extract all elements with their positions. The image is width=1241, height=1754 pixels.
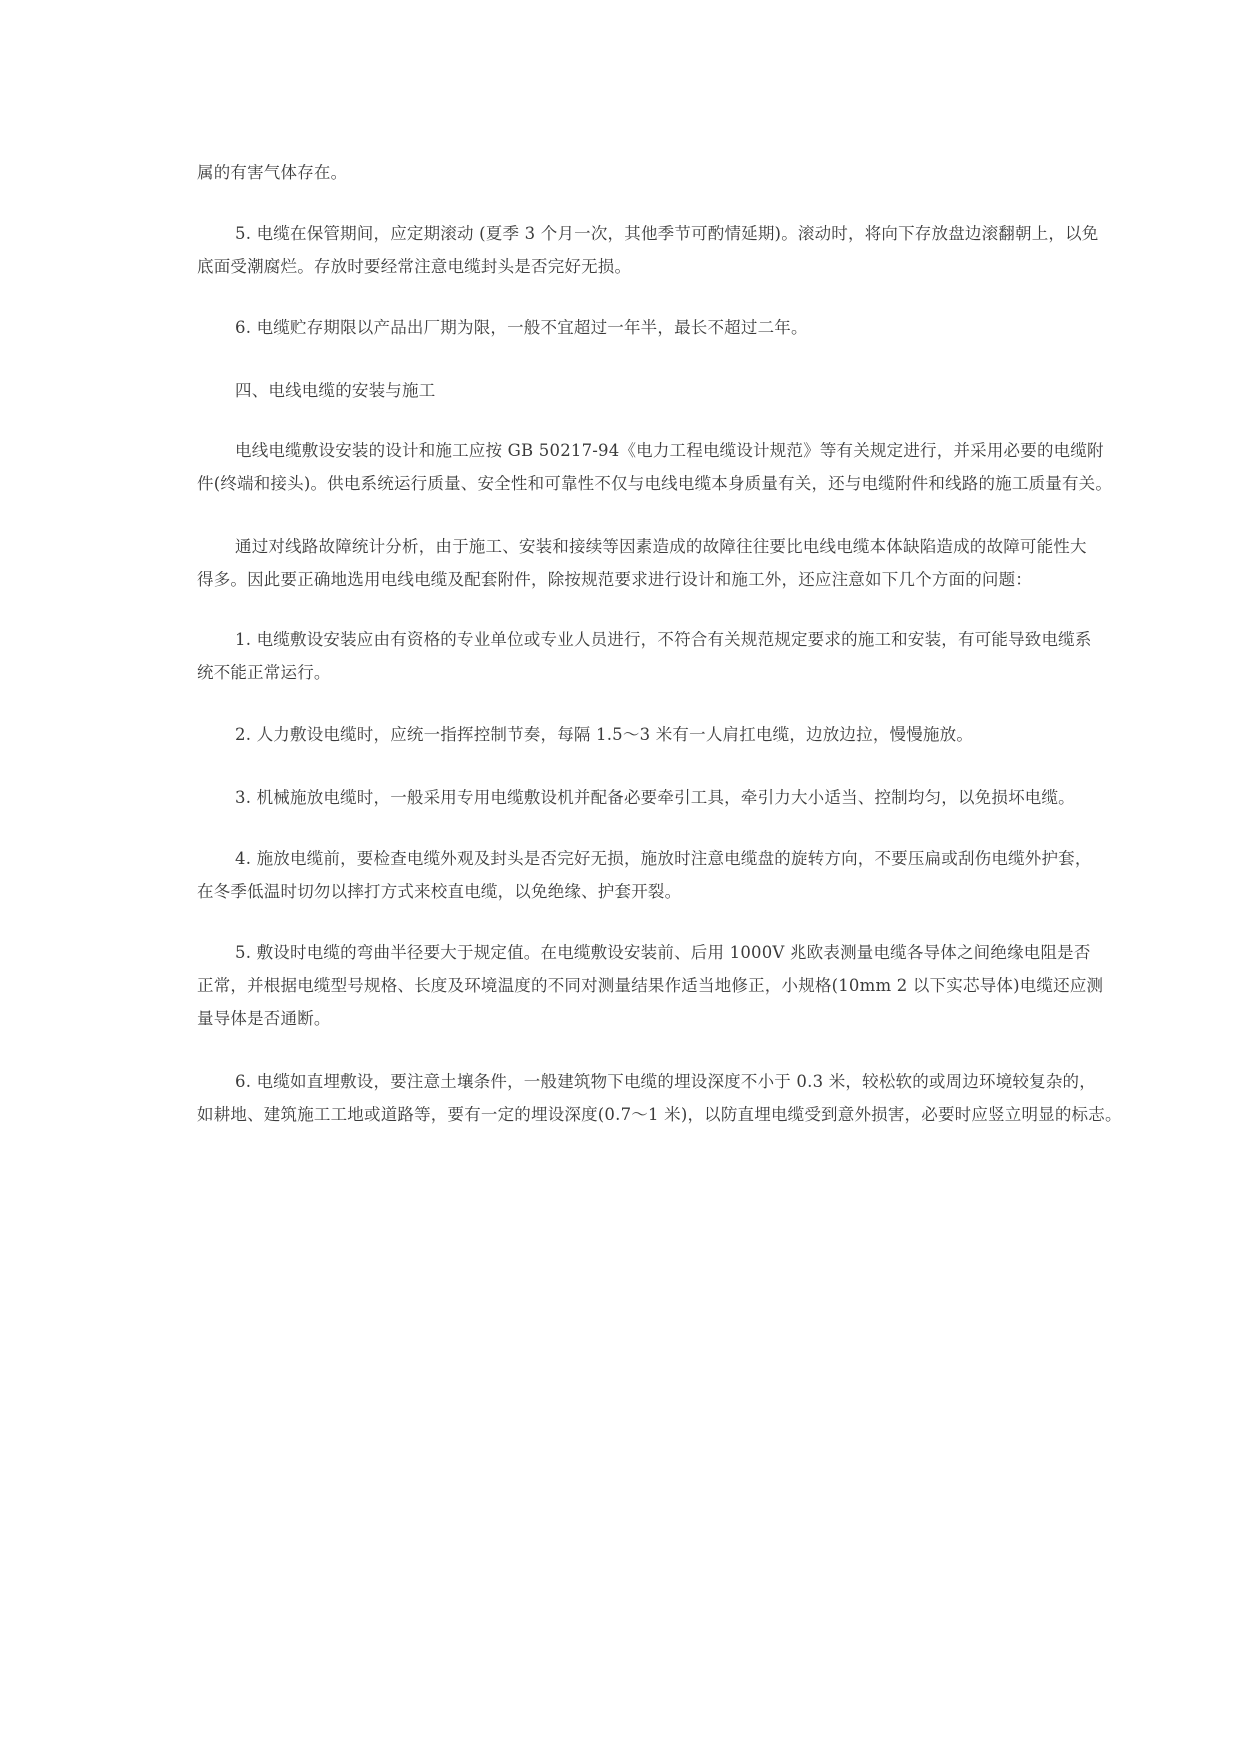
text-line: 底面受潮腐烂。存放时要经常注意电缆封头是否完好无损。 [197, 257, 632, 276]
text-line: 5. 敷设时电缆的弯曲半径要大于规定值。在电缆敷设安装前、后用 1000V 兆欧表测量电缆各导体之间绝缘电阻是否 [235, 943, 1091, 962]
text-line: 1. 电缆敷设安装应由有资格的专业单位或专业人员进行，不符合有关规范规定要求的施工和安装，有可能导致电缆系 [235, 630, 1092, 649]
text-line: 3. 机械施放电缆时，一般采用专用电缆敷设机并配备必要牵引工具，牵引力大小适当、控制均匀，以免损坏电缆。 [235, 788, 1075, 807]
text-line: 如耕地、建筑施工工地或道路等，要有一定的埋设深度(0.7～1 米)，以防直埋电缆受到意外损害，必要时应竖立明显的标志。 [197, 1105, 1122, 1124]
text-line: 4. 施放电缆前，要检查电缆外观及封头是否完好无损，施放时注意电缆盘的旋转方向，不要压扁或刮伤电缆外护套， [235, 849, 1092, 868]
document-body [197, 0, 1190, 1754]
text-line: 属的有害气体存在。 [197, 163, 348, 182]
text-line: 量导体是否通断。 [197, 1009, 331, 1028]
text-line: 正常，并根据电缆型号规格、长度及环境温度的不同对测量结果作适当地修正，小规格(10mm 2 以下实芯导体)电缆还应测 [197, 976, 1104, 995]
text-line: 件(终端和接头)。供电系统运行质量、安全性和可靠性不仅与电线电缆本身质量有关，还与电缆附件和线路的施工质量有关。 [197, 474, 1113, 493]
text-line: 在冬季低温时切勿以摔打方式来校直电缆，以免绝缘、护套开裂。 [197, 882, 682, 901]
section-heading: 四、电线电缆的安装与施工 [235, 381, 436, 400]
text-line: 5. 电缆在保管期间，应定期滚动 (夏季 3 个月一次，其他季节可酌情延期)。滚动时，将向下存放盘边滚翻朝上，以免 [235, 224, 1099, 243]
text-line: 6. 电缆贮存期限以产品出厂期为限，一般不宜超过一年半，最长不超过二年。 [235, 318, 808, 337]
text-line: 通过对线路故障统计分析，由于施工、安装和接续等因素造成的故障往往要比电线电缆本体缺陷造成的故障可能性大 [235, 537, 1087, 556]
text-line: 2. 人力敷设电缆时，应统一指挥控制节奏，每隔 1.5～3 米有一人肩扛电缆，边放边拉，慢慢施放。 [235, 725, 974, 744]
text-line: 6. 电缆如直埋敷设，要注意土壤条件，一般建筑物下电缆的埋设深度不小于 0.3 米，较松软的或周边环境较复杂的， [235, 1072, 1096, 1091]
text-line: 电线电缆敷设安装的设计和施工应按 GB 50217-94《电力工程电缆设计规范》等有关规定进行，并采用必要的电缆附 [235, 441, 1104, 460]
text-line: 得多。因此要正确地选用电线电缆及配套附件，除按规范要求进行设计和施工外，还应注意如下几个方面的问题： [197, 570, 1032, 589]
text-line: 统不能正常运行。 [197, 663, 331, 682]
